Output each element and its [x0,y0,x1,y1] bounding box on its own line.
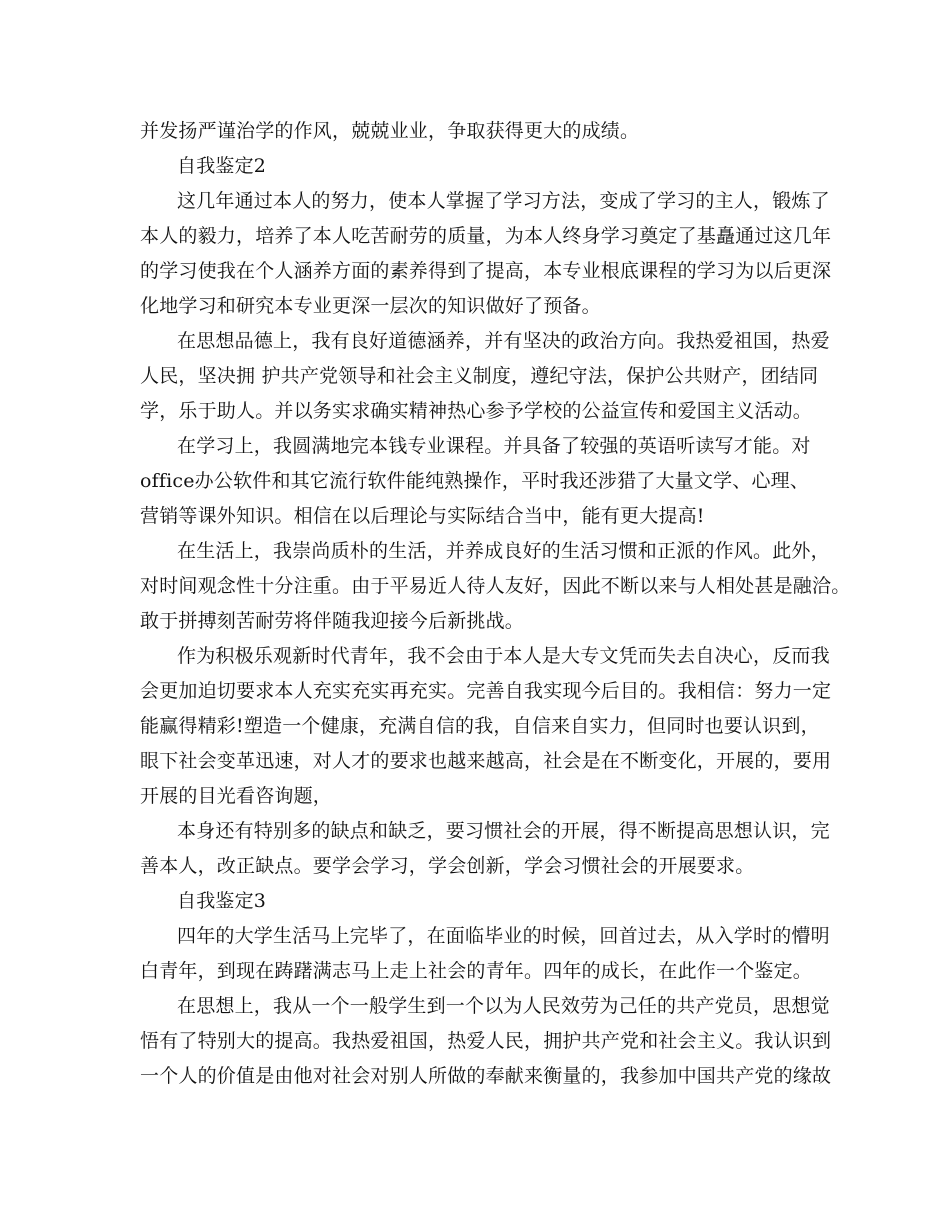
text-line: 在思想上，我从一个一般学生到一个以为人民效劳为己任的共产党员，思想觉 [177,995,830,1017]
text-line: 开展的目光看咨询题， [140,785,333,807]
text-line: 悟有了特别大的提高。我热爱祖国，热爱人民，拥护共产党和社会主义。我认识到 [140,1030,832,1052]
text-line: 能赢得精彩!塑造一个健康，充满自信的我，自信来自实力，但同时也要认识到， [140,715,820,737]
text-line: 学，乐于助人。并以务实求确实精神热心参予学校的公益宣传和爱国主义活动。 [140,400,813,422]
text-line: 在学习上，我圆满地完本钱专业课程。并具备了较强的英语听读写才能。对 [177,435,811,457]
section-heading: 自我鉴定3 [177,890,267,912]
text-line: 并发扬严谨治学的作风，兢兢业业，争取获得更大的成绩。 [140,120,640,142]
text-line: 一个人的价值是由他对社会对别人所做的奉献来衡量的，我参加中国共产党的缘故 [140,1065,832,1087]
text-line: 白青年，到现在踌躇满志马上走上社会的青年。四年的成长，在此作一个鉴定。 [140,960,813,982]
text-line: 本人的毅力，培养了本人吃苦耐劳的质量，为本人终身学习奠定了基矗通过这几年 [140,225,832,247]
text-line: 眼下社会变革迅速，对人才的要求也越来越高，社会是在不断变化，开展的，要用 [140,750,832,772]
text-line: 会更加迫切要求本人充实充实再充实。完善自我实现今后目的。我相信：努力一定 [140,680,832,702]
text-line: 化地学习和研究本专业更深一层次的知识做好了预备。 [140,295,601,317]
text-line: 善本人，改正缺点。要学会学习，学会创新，学会习惯社会的开展要求。 [140,855,755,877]
text-line: 这几年通过本人的努力，使本人掌握了学习方法，变成了学习的主人，锻炼了 [177,190,830,212]
text-line: 敢于拼搏刻苦耐劳将伴随我迎接今后新挑战。 [140,610,525,632]
text-line: 对时间观念性十分注重。由于平易近人待人友好，因此不断以来与人相处甚是融洽。 [140,575,851,597]
text-line: 的学习使我在个人涵养方面的素养得到了提高，本专业根底课程的学习为以后更深 [140,260,832,282]
text-line: 在生活上，我崇尚质朴的生活，并养成良好的生活习惯和正派的作风。此外， [177,540,830,562]
text-line: 人民，坚决拥 护共产党领导和社会主义制度，遵纪守法，保护公共财产，团结同 [140,365,819,387]
text-line: 营销等课外知识。相信在以后理论与实际结合当中，能有更大提高! [140,505,705,527]
text-line: 本身还有特别多的缺点和缺乏，要习惯社会的开展，得不断提高思想认识，完 [177,820,830,842]
text-line: 四年的大学生活马上完毕了，在面临毕业的时候，回首过去，从入学时的懵明 [177,925,830,947]
text-line: office办公软件和其它流行软件能纯熟操作，平时我还涉猎了大量文学、心理、 [140,470,810,492]
text-line: 在思想品德上，我有良好道德涵养，并有坚决的政治方向。我热爱祖国，热爱 [177,330,830,352]
section-heading: 自我鉴定2 [177,155,267,177]
text-line: 作为积极乐观新时代青年，我不会由于本人是大专文凭而失去自决心，反而我 [177,645,830,667]
